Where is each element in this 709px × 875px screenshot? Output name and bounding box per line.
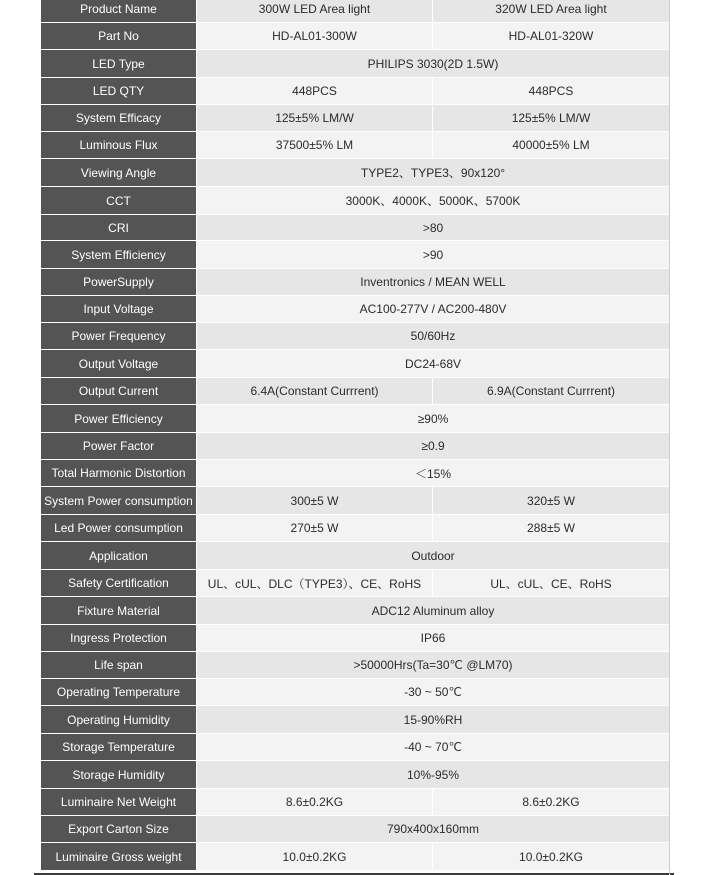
spec-row [41, 78, 670, 105]
spec-value: TYPE2、TYPE3、90x120° [197, 159, 670, 187]
spec-row [41, 706, 670, 734]
spec-row [41, 350, 670, 378]
spec-label: Power Frequency [41, 323, 197, 350]
spec-label: System Efficiency [41, 241, 197, 269]
spec-label: Output Voltage [41, 350, 197, 378]
spec-value-300w: 6.4A(Constant Currrent) [197, 378, 433, 405]
spec-label: Operating Temperature [41, 679, 197, 706]
spec-row [41, 241, 670, 269]
spec-value-320w: 288±5 W [433, 515, 670, 542]
spec-row [41, 542, 670, 570]
spec-value: -30 ~ 50℃ [197, 679, 670, 706]
spec-row [41, 597, 670, 625]
spec-label: Luminaire Net Weight [41, 789, 197, 816]
spec-value: PHILIPS 3030(2D 1.5W) [197, 50, 670, 78]
spec-label: Luminaire Gross weight [41, 843, 197, 871]
spec-value-300w: 125±5% LM/W [197, 105, 433, 132]
spec-value-300w: 10.0±0.2KG [197, 843, 433, 871]
spec-row [41, 405, 670, 433]
spec-label: Input Voltage [41, 296, 197, 323]
spec-label: LED Type [41, 50, 197, 78]
spec-value: >90 [197, 241, 670, 269]
spec-row [41, 761, 670, 789]
spec-row [41, 159, 670, 187]
spec-value-300w: UL、cUL、DLC（TYPE3）、CE、RoHS [197, 570, 433, 597]
spec-label: Storage Humidity [41, 761, 197, 789]
spec-row [41, 50, 670, 78]
spec-value-320w: HD-AL01-320W [433, 23, 670, 50]
spec-value: IP66 [197, 625, 670, 652]
spec-row [41, 378, 670, 405]
spec-row [41, 652, 670, 679]
spec-row [41, 570, 670, 597]
spec-value-300w: HD-AL01-300W [197, 23, 433, 50]
spec-value: >80 [197, 215, 670, 241]
spec-row [41, 269, 670, 296]
spec-label: Export Carton Size [41, 816, 197, 843]
spec-row [41, 515, 670, 542]
spec-value: ≥90% [197, 405, 670, 433]
spec-row [41, 23, 670, 50]
spec-value: ＜15% [197, 460, 670, 487]
spec-row [41, 734, 670, 761]
spec-row [41, 433, 670, 460]
spec-value-300w: 300±5 W [197, 487, 433, 515]
spec-value: Outdoor [197, 542, 670, 570]
spec-row [41, 625, 670, 652]
spec-label: Ingress Protection [41, 625, 197, 652]
spec-row [41, 296, 670, 323]
spec-label: Application [41, 542, 197, 570]
spec-label: Viewing Angle [41, 159, 197, 187]
spec-value: 50/60Hz [197, 323, 670, 350]
spec-label: Led Power consumption [41, 515, 197, 542]
spec-value-320w: UL、cUL、CE、RoHS [433, 570, 670, 597]
spec-row [41, 679, 670, 706]
spec-label: Product Name [41, 0, 197, 23]
spec-label: Life span [41, 652, 197, 679]
spec-table-body [41, 0, 670, 871]
spec-label: Part No [41, 23, 197, 50]
spec-value: 15-90%RH [197, 706, 670, 734]
spec-value: -40 ~ 70℃ [197, 734, 670, 761]
spec-value-320w: 448PCS [433, 78, 670, 105]
spec-row [41, 215, 670, 241]
spec-value-300w: 8.6±0.2KG [197, 789, 433, 816]
spec-value-320w: 8.6±0.2KG [433, 789, 670, 816]
spec-value: ≥0.9 [197, 433, 670, 460]
spec-table [40, 0, 670, 871]
spec-label: LED QTY [41, 78, 197, 105]
spec-row [41, 0, 670, 23]
spec-value-300w: 448PCS [197, 78, 433, 105]
spec-value: 10%-95% [197, 761, 670, 789]
spec-label: System Efficacy [41, 105, 197, 132]
spec-label: CCT [41, 187, 197, 215]
spec-value-320w: 40000±5% LM [433, 132, 670, 159]
spec-label: Power Factor [41, 433, 197, 460]
spec-value-320w: 320W LED Area light [433, 0, 670, 23]
spec-row [41, 323, 670, 350]
spec-value: AC100-277V / AC200-480V [197, 296, 670, 323]
spec-row [41, 843, 670, 871]
spec-label: Operating Humidity [41, 706, 197, 734]
spec-value: Inventronics / MEAN WELL [197, 269, 670, 296]
spec-label: Power Efficiency [41, 405, 197, 433]
spec-label: Fixture Material [41, 597, 197, 625]
spec-label: PowerSupply [41, 269, 197, 296]
spec-value-300w: 270±5 W [197, 515, 433, 542]
spec-row [41, 460, 670, 487]
spec-row [41, 789, 670, 816]
spec-value-320w: 10.0±0.2KG [433, 843, 670, 871]
spec-value-320w: 125±5% LM/W [433, 105, 670, 132]
spec-label: CRI [41, 215, 197, 241]
spec-value: 3000K、4000K、5000K、5700K [197, 187, 670, 215]
spec-label: Total Harmonic Distortion [41, 460, 197, 487]
spec-value-300w: 300W LED Area light [197, 0, 433, 23]
spec-label: System Power consumption [41, 487, 197, 515]
spec-row [41, 187, 670, 215]
spec-label: Storage Temperature [41, 734, 197, 761]
spec-value-300w: 37500±5% LM [197, 132, 433, 159]
spec-value-320w: 320±5 W [433, 487, 670, 515]
spec-value-320w: 6.9A(Constant Currrent) [433, 378, 670, 405]
spec-value: >50000Hrs(Ta=30℃ @LM70) [197, 652, 670, 679]
spec-label: Safety Certification [41, 570, 197, 597]
spec-label: Output Current [41, 378, 197, 405]
spec-row [41, 816, 670, 843]
spec-row [41, 105, 670, 132]
spec-value: 790x400x160mm [197, 816, 670, 843]
spec-value: DC24-68V [197, 350, 670, 378]
right-border [669, 0, 670, 875]
spec-label: Luminous Flux [41, 132, 197, 159]
spec-value: ADC12 Aluminum alloy [197, 597, 670, 625]
spec-row [41, 132, 670, 159]
spec-row [41, 487, 670, 515]
